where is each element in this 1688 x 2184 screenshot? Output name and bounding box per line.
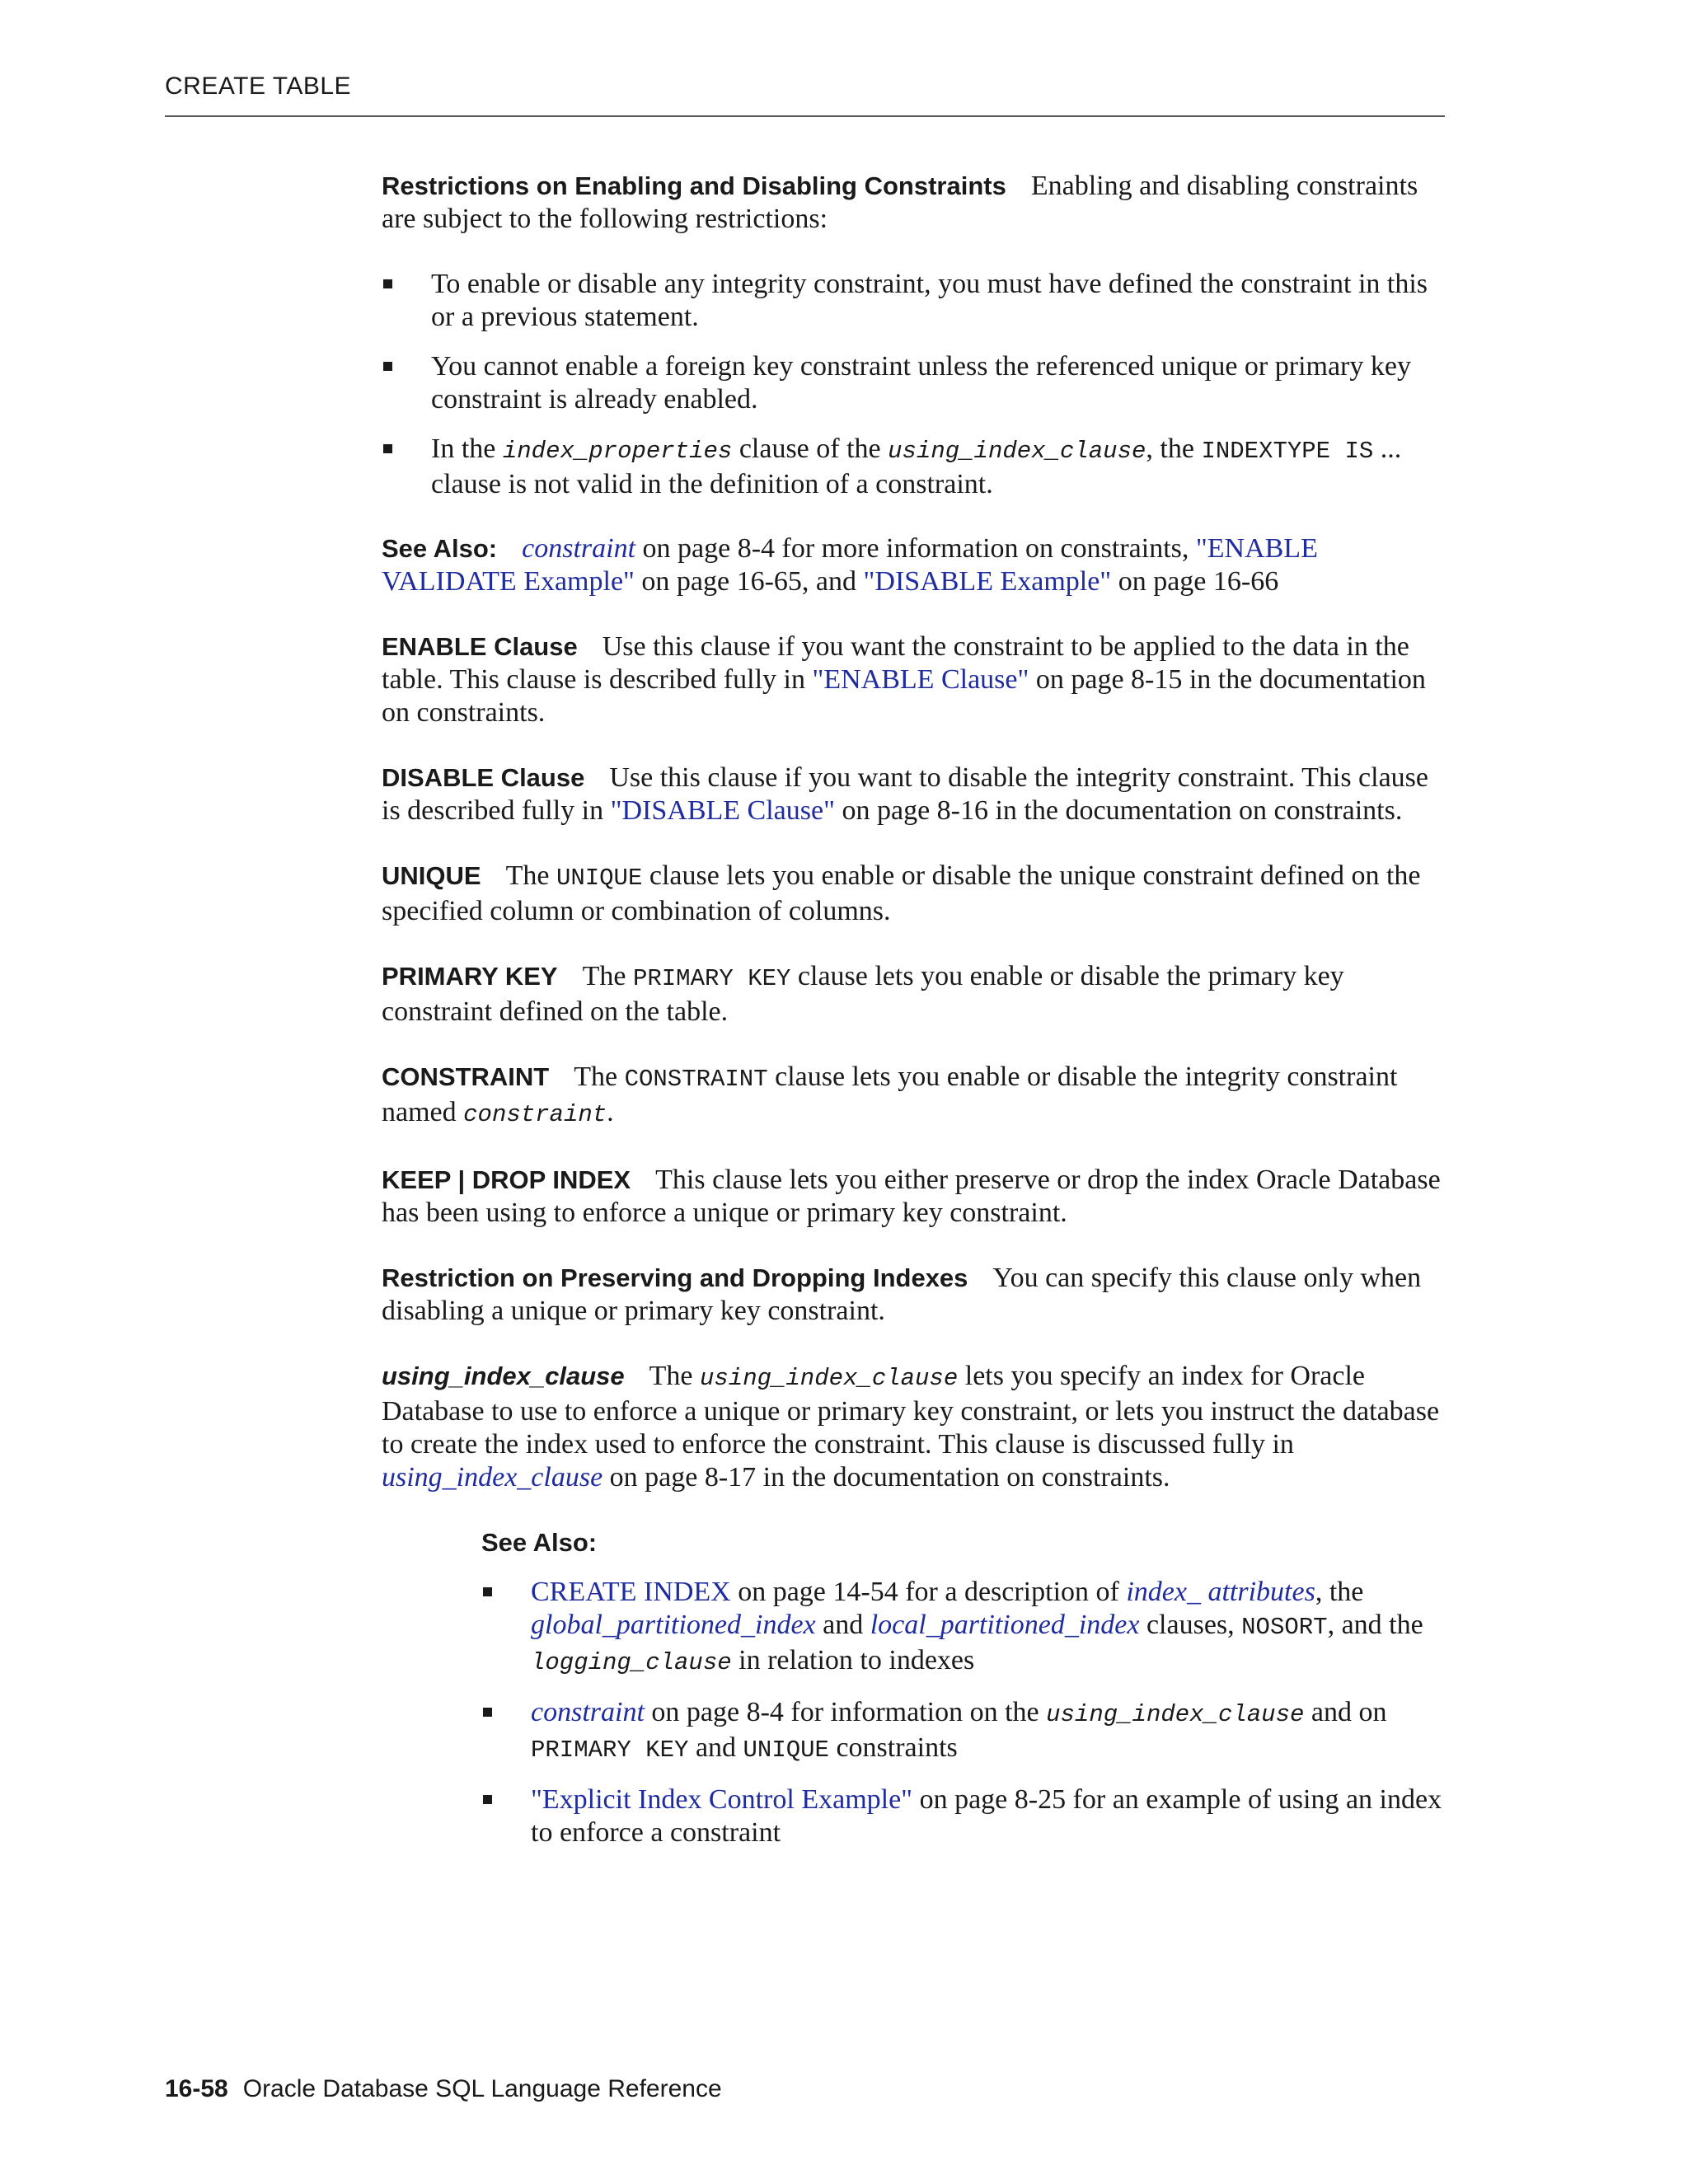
bullet-icon [483,1587,492,1596]
link-using-index-clause[interactable]: using_index_clause [382,1462,603,1493]
code-using-index-clause: using_index_clause [1046,1701,1305,1728]
link-global-partitioned-index[interactable]: global_partitioned_index [531,1610,816,1640]
disable-clause-heading: DISABLE Clause [382,763,585,792]
code-primary-key: PRIMARY KEY [531,1736,689,1764]
list-item: To enable or disable any integrity constraint, you must have defined the constraint in this or a previous statement. [382,268,1445,334]
enable-clause-heading: ENABLE Clause [382,632,578,661]
link-explicit-index-control-example[interactable]: "Explicit Index Control Example" [531,1784,913,1815]
restrictions-heading: Restrictions on Enabling and Disabling Constraints [382,171,1006,200]
list-item: You cannot enable a foreign key constraint unless the referenced unique or primary key constraint is already enabled. [382,350,1445,416]
restrictions-paragraph [382,170,1445,236]
link-constraint[interactable]: constraint [531,1697,645,1727]
restriction-preserving-heading: Restriction on Preserving and Dropping Indexes [382,1263,968,1292]
link-local-partitioned-index[interactable]: local_partitioned_index [870,1610,1140,1640]
link-create-index[interactable]: CREATE INDEX [531,1577,731,1607]
disable-clause-paragraph: DISABLE Clause Use this clause if you want to disable the integrity constraint. This clause is described fully in "DISABLE Clause" on page 8-16 in the documentation on constraints. [382,762,1428,826]
bullet-icon [383,362,392,371]
see-also-label: See Also: [382,534,498,563]
code-logging-clause: logging_clause [531,1649,732,1676]
keep-drop-heading: KEEP | DROP INDEX [382,1165,631,1194]
enable-clause-paragraph: ENABLE Clause Use this clause if you want the constraint to be applied to the data in the table. This clause is described fully in "ENABLE Clause" on page 8-15 in the documentation on constraints. [382,631,1426,728]
list-item: constraint on page 8-4 for information on the using_index_clause and on PRIMARY KEY and UNIQUE constraints [481,1696,1445,1767]
code-using-index-clause: using_index_clause [888,438,1146,465]
bullet-icon [483,1708,492,1717]
primary-key-heading: PRIMARY KEY [382,962,558,991]
keep-drop-paragraph: KEEP | DROP INDEX This clause lets you either preserve or drop the index Oracle Database has been using to enforce a unique or primary key constraint. [382,1165,1441,1228]
see-also-list [481,1576,1445,1849]
link-enable-validate-example[interactable]: "ENABLE VALIDATE Example" [382,533,1318,597]
list-item: In the index_properties clause of the using_index_clause, the INDEXTYPE IS ... clause is not valid in the definition of a constraint. [382,433,1445,501]
header-rule [165,115,1445,117]
code-unique: UNIQUE [743,1736,829,1764]
bullet-icon [383,279,392,288]
running-header: CREATE TABLE [165,73,352,100]
restriction-preserving-paragraph: Restriction on Preserving and Dropping Indexes You can specify this clause only when disabling a unique or primary key constraint. [382,1263,1422,1326]
code-constraint: CONSTRAINT [624,1066,768,1093]
code-constraint-name: constraint [463,1101,607,1128]
see-also-block [481,1526,1445,1849]
see-also-title [481,1526,1445,1559]
restrictions-list [382,268,1445,501]
code-index-properties: index_properties [502,438,733,465]
code-primary-key: PRIMARY KEY [632,965,791,992]
bullet-icon [383,444,392,453]
unique-heading: UNIQUE [382,861,481,890]
link-disable-example[interactable]: "DISABLE Example" [863,566,1112,597]
using-index-heading: using_index_clause [382,1361,625,1390]
list-item: CREATE INDEX on page 14-54 for a description of index_ attributes, the global_partitioned_index and local_partitioned_index clauses, NOSORT, and the logging_clause in relation to indexes [481,1576,1445,1680]
page-body [382,170,1445,1881]
code-unique: UNIQUE [556,865,643,892]
code-indextype-is: INDEXTYPE IS [1201,438,1374,465]
link-constraint[interactable]: constraint [522,533,636,564]
unique-paragraph: UNIQUE The UNIQUE clause lets you enable or disable the unique constraint defined on the specified column or combination of columns. [382,860,1421,926]
book-title: Oracle Database SQL Language Reference [242,2075,722,2102]
using-index-paragraph: using_index_clause The using_index_clause lets you specify an index for Oracle Database to use to enforce a unique or primary key constraint, or lets you instruct the database to create the index used to enforce the constraint. This clause is discussed fully in using_index_clause on page 8-17 in the documentation on constraints. [382,1361,1440,1493]
list-item: "Explicit Index Control Example" on page 8-25 for an example of using an index to enforce a constraint [481,1783,1445,1849]
restrictions-intro: Enabling and disabling constraints are subject to the following restrictions: [382,171,1418,234]
code-using-index-clause: using_index_clause [699,1365,959,1392]
primary-key-paragraph: PRIMARY KEY The PRIMARY KEY clause lets you enable or disable the primary key constraint defined on the table. [382,961,1344,1027]
link-disable-clause[interactable]: "DISABLE Clause" [610,795,835,826]
code-nosort: NOSORT [1241,1614,1328,1641]
page-footer [165,2075,722,2103]
see-also-note: See Also: constraint on page 8-4 for more information on constraints, "ENABLE VALIDATE Example" on page 16-65, and "DISABLE Example" on page 16-66 [382,533,1318,597]
page-number: 16-58 [165,2075,228,2102]
link-enable-clause[interactable]: "ENABLE Clause" [812,664,1029,695]
see-also-label: See Also: [481,1528,598,1557]
constraint-paragraph: CONSTRAINT The CONSTRAINT clause lets you enable or disable the integrity constraint named constraint. [382,1062,1398,1128]
bullet-icon [483,1795,492,1804]
constraint-heading: CONSTRAINT [382,1062,550,1091]
link-index-attributes[interactable]: index_ attributes [1126,1577,1315,1607]
